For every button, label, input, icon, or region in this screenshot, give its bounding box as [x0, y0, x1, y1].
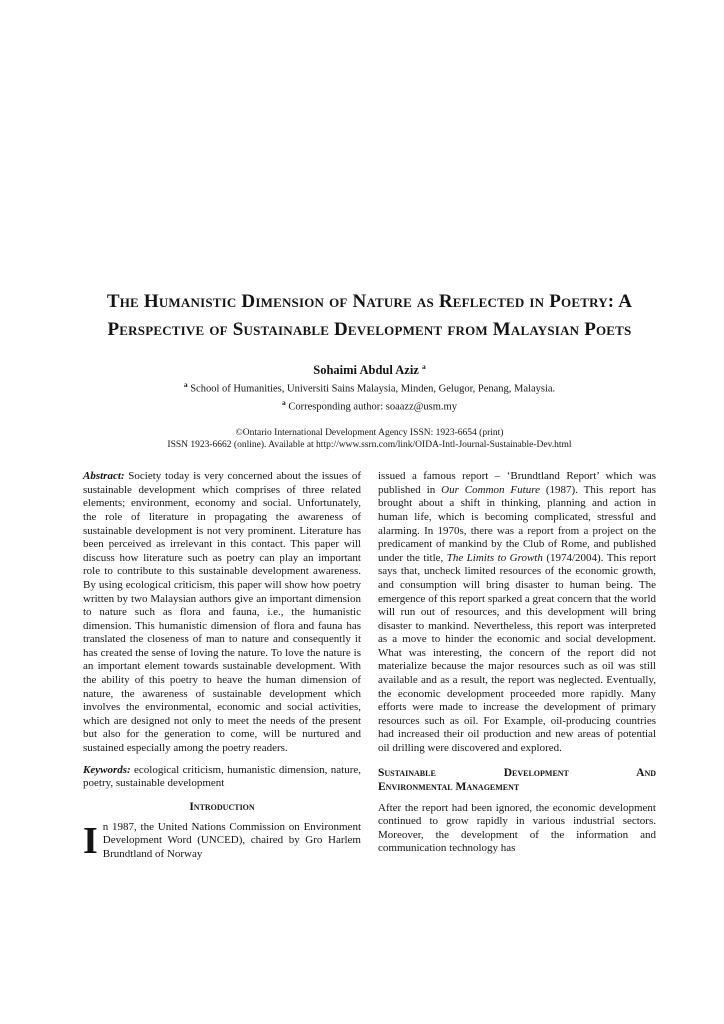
paragraph-part: (1974/2004). This report says that, uncheck limited resources of the economic growth, and consumption will bring disaster to human being. The emergence of this report sparked a great concern that the world will run out of resources, and this development will bring disaster to mankind. Nevertheless, this report was interpreted as a move to hinder the economic and social development. What was interesting, the concern of the report did not materialize because the major resources such as oil was still available and as a result, the report was neglected. Eventually, the economic development proceeded more rapidly. Many efforts were made to increase the development of primary resources such as oil. For Example, oil-producing countries had increased their oil production and new areas of potential oil drilling were discovered and explored. — [378, 551, 656, 755]
abstract-text: Society today is very concerned about the issues of sustainable development which comprises of three related elements; environment, economy and social. Unfortunately, the role of literature in propagating the awareness of sustainable development is not very prominent. Literature has been perceived as irrelevant in this contact. This paper will discuss how literature such as poetry can play an important role to contribute to this sustainable development awareness. By using ecological criticism, this paper will show how poetry written by two Malaysian authors give an important dimension to nature such as flora and fauna, i.e., the humanistic dimension. This humanistic dimension of flora and fauna has translated the closeness of man to nature and consequently it has created the sense of loving the nature. To love the nature is an important element towards sustainable development. With the ability of this poetry to heave the human dimension of nature, the awareness of sustainable development which involves the environmental, economic and social activities, which are designed not only to meet the needs of the present but also for the generation to come, will be nurtured and sustained especially among the poetry readers. — [83, 470, 361, 755]
imprint-line-online-issn: ISSN 1923-6662 (online). Available at http://www.ssrn.com/link/OIDA-Intl-Journal-Sustainable-Dev.html — [167, 440, 572, 451]
paragraph-part: (1987). This report has brought about a shift in thinking, planning and action in human life, which is becoming complicated, stressful and alarming. In 1970s, there was a report from a project on the predicament of mankind by the Club of Rome, and published under the title, — [378, 483, 656, 564]
introduction-heading: Introduction — [189, 800, 255, 813]
author-block — [83, 359, 656, 413]
journal-imprint — [83, 427, 656, 451]
corresponding-superscript: a — [282, 397, 286, 407]
corresponding-text: Corresponding author: soaazz@usm.my — [285, 401, 457, 413]
left-column — [83, 470, 361, 869]
two-column-body — [83, 470, 656, 869]
keywords-label: Keywords: — [83, 763, 131, 776]
abstract-paragraph — [83, 470, 361, 755]
page-content — [83, 288, 656, 870]
author-name — [83, 359, 656, 378]
heading-line-1: Sustainable Development And — [378, 766, 656, 779]
book-title-italic: Our Common Future — [441, 483, 540, 496]
abstract-label: Abstract: — [83, 470, 125, 483]
author-name-text: Sohaimi Abdul Aziz — [313, 363, 419, 378]
keywords-text: ecological criticism, humanistic dimension, nature, poetry, sustainable development — [83, 763, 361, 790]
imprint-line-print-issn: ©Ontario International Development Agency ISSN: 1923-6654 (print) — [235, 428, 504, 439]
affiliation-text: School of Humanities, Universiti Sains Malaysia, Minden, Gelugor, Penang, Malaysia. — [187, 383, 556, 395]
author-superscript: a — [421, 362, 426, 371]
affiliation-superscript: a — [183, 380, 188, 390]
body-paragraph: After the report had been ignored, the economic development continued to grow rapidly in various industrial sectors. Moreover, the development of the information and communication technology has — [378, 801, 656, 855]
sustainable-development-heading — [378, 766, 656, 794]
keywords-paragraph — [83, 764, 361, 791]
heading-line-2: Environmental Management — [378, 780, 520, 793]
paper-title: The Humanistic Dimension of Nature as Reflected in Poetry: A Perspective of Sustainable Development from Malaysian Poets — [106, 291, 633, 340]
book-title-italic: The Limits to Growth — [446, 551, 543, 564]
author-affiliation — [83, 378, 656, 396]
right-column — [378, 470, 656, 869]
paragraph-part: issued a famous report – ‘Brundtland Report’ which was published in — [378, 470, 656, 496]
body-paragraph — [378, 470, 656, 755]
drop-cap: I — [83, 819, 98, 862]
introduction-paragraph — [83, 821, 361, 862]
introduction-text: n 1987, the United Nations Commission on Environment Development Word (UNCED), chaired by Gro Harlem Brundtland of Norway — [102, 820, 361, 860]
corresponding-author-line — [83, 396, 656, 414]
